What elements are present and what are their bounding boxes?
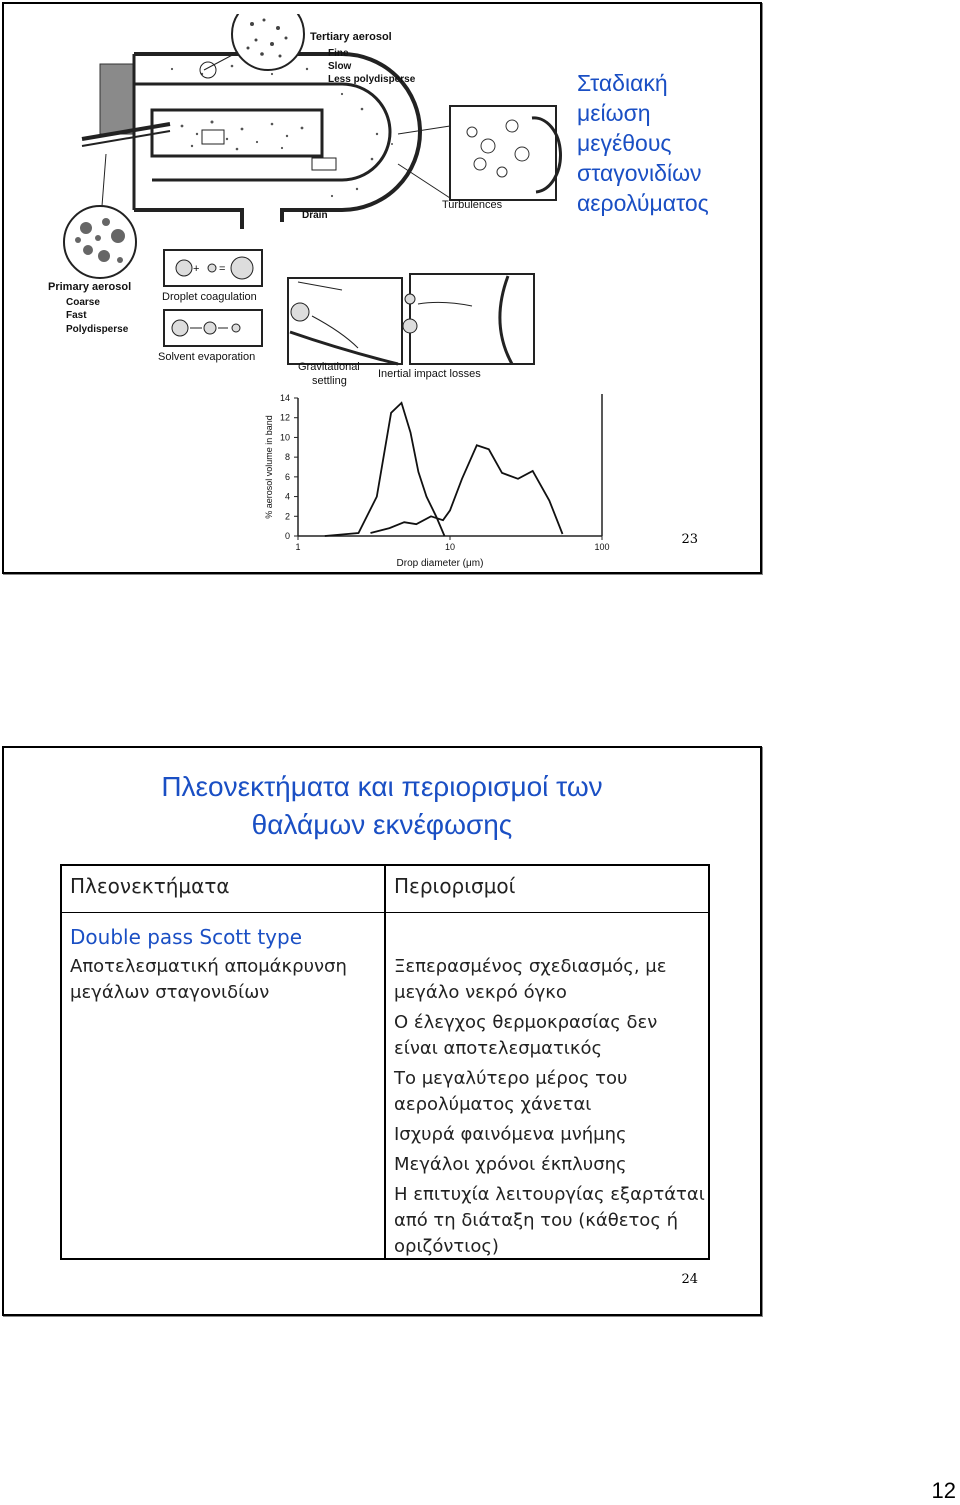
primary-prop-1: Coarse [66, 297, 100, 308]
advantages-text-line: μεγάλων σταγονιδίων [70, 982, 270, 1003]
evaporation-label: Solvent evaporation [158, 351, 256, 363]
advantages-column [70, 920, 376, 1006]
plus-sign: + [193, 263, 200, 275]
advantages-text-line: Αποτελεσματική απομάκρυνση [70, 956, 347, 977]
x-axis-label: Drop diameter (μm) [396, 558, 484, 569]
y-tick-label: 0 [284, 531, 290, 541]
spray-chamber-diagram [42, 14, 642, 574]
y-tick-label: 14 [279, 393, 290, 403]
coagulation-label: Droplet coagulation [162, 291, 257, 303]
droplet-size-chart [264, 393, 610, 569]
primary-prop-2: Fast [66, 310, 87, 321]
y-tick-label: 6 [284, 471, 290, 482]
primary-title: Primary aerosol [48, 281, 132, 293]
title-line: σταγονιδίων [577, 160, 702, 186]
title-line: Σταδιακή [577, 70, 668, 96]
limitation-item [394, 954, 706, 1006]
slide-23 [2, 2, 762, 574]
limitation-item [394, 1122, 706, 1148]
inertial-box [410, 274, 534, 364]
slide-24-title [4, 768, 760, 844]
nebulizer-block [100, 64, 134, 134]
comparison-table [60, 864, 710, 1260]
limitation-item [394, 1010, 706, 1062]
tertiary-zoom-circle [232, 14, 304, 70]
gravitational-label-2: settling [312, 375, 347, 387]
title-line: μεγέθους [577, 130, 672, 156]
equals-sign: = [219, 263, 226, 275]
primary-prop-3: Polydisperse [66, 324, 129, 335]
drain-label: Drain [302, 210, 328, 221]
limitation-line: Ισχυρά φαινόμενα μνήμης [394, 1124, 627, 1145]
x-tick-label: 100 [594, 542, 610, 552]
limitation-item [394, 1182, 706, 1260]
slide-24 [2, 746, 762, 1316]
tertiary-prop-2: Slow [328, 61, 352, 72]
y-tick-label: 10 [279, 432, 290, 443]
gravitational-label-1: Gravitational [298, 361, 360, 373]
limitations-header: Περιορισμοί [394, 874, 516, 898]
primary-zoom-circle [64, 206, 136, 278]
title-line: Πλεονεκτήματα και περιορισμοί των [161, 771, 603, 802]
column-divider [384, 866, 386, 1258]
title-line: μείωση [577, 100, 651, 126]
limitation-line: μεγάλο νεκρό όγκο [394, 982, 567, 1003]
limitation-item [394, 1152, 706, 1178]
advantages-subtitle: Double pass Scott type [70, 925, 303, 949]
y-tick-label: 8 [284, 452, 290, 463]
slide-number: 23 [681, 532, 698, 547]
tertiary-prop-1: Fine [328, 48, 349, 59]
limitation-line: από τη διάταξη του (κάθετος ή [394, 1210, 679, 1231]
limitation-line: Η επιτυχία λειτουργίας εξαρτάται [394, 1184, 705, 1205]
inertial-label: Inertial impact losses [378, 368, 481, 380]
tertiary-prop-3: Less polydisperse [328, 74, 416, 85]
page-number: 12 [931, 1478, 956, 1503]
y-tick-label: 12 [279, 412, 290, 423]
y-axis-label: % aerosol volume in band [264, 415, 274, 519]
series-line-2 [371, 445, 563, 534]
limitations-column [394, 954, 706, 1264]
title-line: αερολύματος [577, 190, 709, 216]
y-tick-label: 4 [284, 491, 290, 502]
limitation-item [394, 1066, 706, 1118]
limitation-line: Ξεπερασμένος σχεδιασμός, με [394, 956, 667, 977]
limitation-line: είναι αποτελεσματικός [394, 1038, 603, 1059]
title-line: θαλάμων εκνέφωσης [251, 809, 513, 840]
limitation-line: οριζόντιος) [394, 1236, 499, 1257]
turbulences-label: Turbulences [442, 199, 503, 211]
limitation-line: Ο έλεγχος θερμοκρασίας δεν [394, 1012, 658, 1033]
y-tick-label: 2 [284, 511, 290, 522]
x-tick-label: 10 [444, 542, 456, 552]
tertiary-title: Tertiary aerosol [310, 31, 392, 43]
limitation-line: Το μεγαλύτερο μέρος του [394, 1068, 628, 1089]
header-divider [62, 912, 708, 913]
slide-number: 24 [681, 1272, 698, 1287]
slide-23-title [577, 68, 757, 218]
x-tick-label: 1 [295, 542, 301, 552]
limitation-line: Μεγάλοι χρόνοι έκπλυσης [394, 1154, 627, 1175]
advantages-header: Πλεονεκτήματα [70, 874, 230, 898]
limitation-line: αερολύματος χάνεται [394, 1094, 592, 1115]
series-line-1 [325, 403, 445, 536]
